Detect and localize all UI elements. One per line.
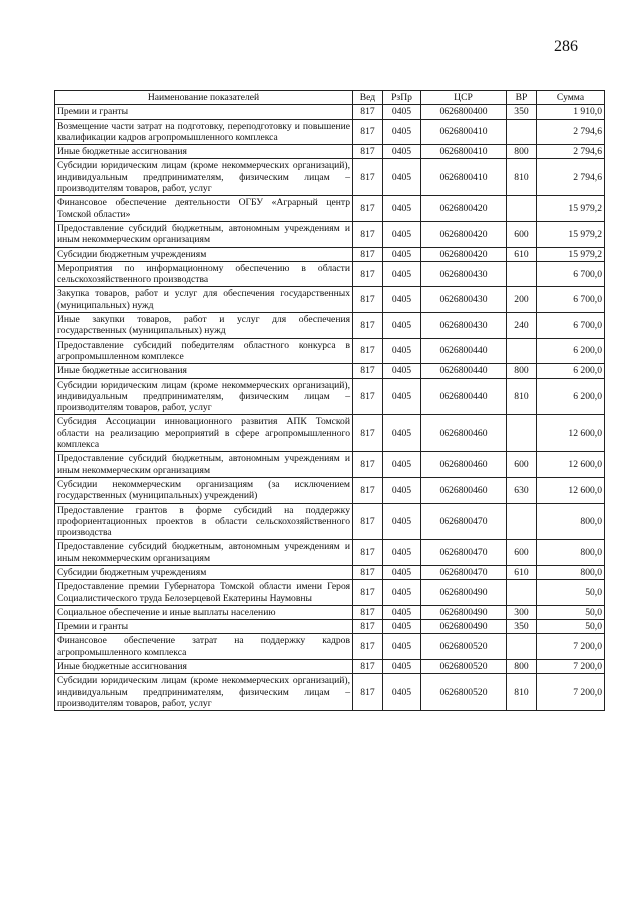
cell-name: Иные бюджетные ассигнования [55,660,353,674]
cell-ved: 817 [353,580,383,606]
cell-sum: 12 600,0 [537,452,605,478]
cell-vr [507,634,537,660]
cell-rzpr: 0405 [383,287,421,313]
cell-vr: 810 [507,378,537,415]
cell-ved: 817 [353,503,383,540]
table-row [55,452,605,478]
cell-name: Закупка товаров, работ и услуг для обеспечения государственных (муниципальных) нужд [55,287,353,313]
cell-name: Финансовое обеспечение затрат на поддержку кадров агропромышленного комплекса [55,634,353,660]
cell-rzpr: 0405 [383,221,421,247]
cell-csr: 0626800490 [421,620,507,634]
cell-rzpr: 0405 [383,674,421,711]
cell-rzpr: 0405 [383,620,421,634]
table-row [55,105,605,119]
cell-csr: 0626800520 [421,674,507,711]
table-row [55,503,605,540]
cell-sum: 6 200,0 [537,364,605,378]
cell-ved: 817 [353,660,383,674]
cell-rzpr: 0405 [383,119,421,145]
cell-ved: 817 [353,313,383,339]
cell-ved: 817 [353,565,383,579]
cell-ved: 817 [353,477,383,503]
cell-name: Предоставление субсидий бюджетным, автономным учреждениям и иным некоммерческим организациям [55,221,353,247]
cell-sum: 800,0 [537,540,605,566]
cell-name: Субсидия Ассоциации инновационного развития АПК Томской области на реализацию мероприятий в сфере агропромышленного комплекса [55,415,353,452]
cell-vr: 200 [507,287,537,313]
cell-sum: 15 979,2 [537,196,605,222]
cell-sum: 7 200,0 [537,660,605,674]
table-row [55,565,605,579]
cell-ved: 817 [353,119,383,145]
cell-sum: 800,0 [537,565,605,579]
table-row [55,660,605,674]
cell-sum: 6 200,0 [537,378,605,415]
table-row [55,540,605,566]
cell-csr: 0626800440 [421,378,507,415]
header-sum: Сумма [537,91,605,105]
cell-sum: 7 200,0 [537,634,605,660]
page-number: 286 [554,38,578,55]
cell-rzpr: 0405 [383,145,421,159]
cell-ved: 817 [353,364,383,378]
cell-rzpr: 0405 [383,503,421,540]
cell-name: Субсидии бюджетным учреждениям [55,565,353,579]
cell-vr: 600 [507,452,537,478]
cell-csr: 0626800460 [421,415,507,452]
table-row [55,415,605,452]
cell-rzpr: 0405 [383,313,421,339]
cell-ved: 817 [353,338,383,364]
cell-sum: 6 200,0 [537,338,605,364]
cell-sum: 2 794,6 [537,145,605,159]
cell-name: Социальное обеспечение и иные выплаты населению [55,605,353,619]
cell-name: Предоставление субсидий бюджетным, автономным учреждениям и иным некоммерческим организациям [55,540,353,566]
cell-ved: 817 [353,261,383,287]
table-row [55,196,605,222]
cell-sum: 15 979,2 [537,221,605,247]
cell-name: Субсидии юридическим лицам (кроме некоммерческих организаций), индивидуальным предпринимателям, физическим лицам – производителям товаров, работ, услуг [55,378,353,415]
cell-vr: 810 [507,159,537,196]
cell-csr: 0626800410 [421,159,507,196]
cell-vr: 800 [507,364,537,378]
cell-name: Субсидии бюджетным учреждениям [55,247,353,261]
cell-vr [507,196,537,222]
cell-vr: 300 [507,605,537,619]
cell-sum: 15 979,2 [537,247,605,261]
cell-ved: 817 [353,221,383,247]
cell-csr: 0626800490 [421,580,507,606]
table-row [55,145,605,159]
cell-ved: 817 [353,540,383,566]
table-row [55,247,605,261]
cell-vr: 800 [507,660,537,674]
header-rzpr: РзПр [383,91,421,105]
header-csr: ЦСР [421,91,507,105]
cell-rzpr: 0405 [383,261,421,287]
table-body [55,105,605,711]
cell-sum: 800,0 [537,503,605,540]
cell-name: Финансовое обеспечение деятельности ОГБУ «Аграрный центр Томской области» [55,196,353,222]
cell-sum: 50,0 [537,620,605,634]
cell-csr: 0626800470 [421,503,507,540]
cell-vr: 810 [507,674,537,711]
cell-csr: 0626800400 [421,105,507,119]
table-row [55,634,605,660]
cell-rzpr: 0405 [383,580,421,606]
cell-vr [507,415,537,452]
cell-name: Иные закупки товаров, работ и услуг для обеспечения государственных (муниципальных) нужд [55,313,353,339]
cell-rzpr: 0405 [383,565,421,579]
cell-vr: 800 [507,145,537,159]
cell-ved: 817 [353,159,383,196]
cell-vr [507,580,537,606]
table-row [55,313,605,339]
cell-name: Предоставление премии Губернатора Томской области имени Героя Социалистического труда Белозерцевой Екатерины Наумовны [55,580,353,606]
cell-sum: 7 200,0 [537,674,605,711]
cell-sum: 2 794,6 [537,159,605,196]
cell-vr [507,338,537,364]
cell-csr: 0626800420 [421,221,507,247]
cell-rzpr: 0405 [383,105,421,119]
table-row [55,477,605,503]
cell-csr: 0626800490 [421,605,507,619]
cell-vr: 630 [507,477,537,503]
cell-sum: 6 700,0 [537,313,605,339]
cell-ved: 817 [353,605,383,619]
table-row [55,287,605,313]
cell-name: Премии и гранты [55,105,353,119]
cell-vr: 240 [507,313,537,339]
cell-vr [507,503,537,540]
cell-csr: 0626800440 [421,338,507,364]
cell-ved: 817 [353,378,383,415]
cell-name: Субсидии юридическим лицам (кроме некоммерческих организаций), индивидуальным предпринимателям, физическим лицам – производителям товаров, работ, услуг [55,674,353,711]
table-row [55,605,605,619]
cell-vr [507,119,537,145]
cell-name: Предоставление грантов в форме субсидий на поддержку профориентационных проектов в области сельскохозяйственного производства [55,503,353,540]
cell-csr: 0626800430 [421,287,507,313]
cell-vr: 600 [507,540,537,566]
cell-rzpr: 0405 [383,415,421,452]
cell-ved: 817 [353,452,383,478]
cell-csr: 0626800410 [421,119,507,145]
cell-sum: 50,0 [537,580,605,606]
cell-name: Возмещение части затрат на подготовку, переподготовку и повышение квалификации кадров агропромышленного комплекса [55,119,353,145]
table-row [55,580,605,606]
cell-csr: 0626800520 [421,634,507,660]
budget-table [54,90,605,711]
cell-sum: 12 600,0 [537,477,605,503]
cell-ved: 817 [353,247,383,261]
cell-vr: 600 [507,221,537,247]
cell-ved: 817 [353,674,383,711]
cell-csr: 0626800410 [421,145,507,159]
table-row [55,620,605,634]
cell-name: Предоставление субсидий бюджетным, автономным учреждениям и иным некоммерческим организациям [55,452,353,478]
cell-vr: 350 [507,620,537,634]
cell-rzpr: 0405 [383,364,421,378]
cell-ved: 817 [353,105,383,119]
cell-csr: 0626800420 [421,247,507,261]
cell-vr: 350 [507,105,537,119]
table-row [55,261,605,287]
cell-ved: 817 [353,634,383,660]
cell-csr: 0626800470 [421,540,507,566]
cell-ved: 817 [353,196,383,222]
cell-csr: 0626800440 [421,364,507,378]
cell-rzpr: 0405 [383,477,421,503]
cell-sum: 12 600,0 [537,415,605,452]
cell-name: Субсидии некоммерческим организациям (за исключением государственных (муниципальных) учреждений) [55,477,353,503]
cell-name: Премии и гранты [55,620,353,634]
cell-name: Предоставление субсидий победителям областного конкурса в агропромышленном комплексе [55,338,353,364]
cell-sum: 6 700,0 [537,287,605,313]
cell-name: Субсидии юридическим лицам (кроме некоммерческих организаций), индивидуальным предпринимателям, физическим лицам – производителям товаров, работ, услуг [55,159,353,196]
cell-ved: 817 [353,415,383,452]
cell-rzpr: 0405 [383,540,421,566]
cell-rzpr: 0405 [383,378,421,415]
cell-csr: 0626800470 [421,565,507,579]
table-row [55,119,605,145]
cell-name: Мероприятия по информационному обеспечению в области сельскохозяйственного производства [55,261,353,287]
cell-rzpr: 0405 [383,605,421,619]
table-row [55,378,605,415]
table-row [55,338,605,364]
cell-csr: 0626800430 [421,313,507,339]
cell-csr: 0626800520 [421,660,507,674]
cell-ved: 817 [353,145,383,159]
cell-name: Иные бюджетные ассигнования [55,145,353,159]
cell-rzpr: 0405 [383,159,421,196]
header-ved: Вед [353,91,383,105]
cell-rzpr: 0405 [383,634,421,660]
cell-csr: 0626800420 [421,196,507,222]
cell-rzpr: 0405 [383,660,421,674]
table-header-row [55,91,605,105]
cell-vr: 610 [507,565,537,579]
cell-name: Иные бюджетные ассигнования [55,364,353,378]
table-row [55,674,605,711]
cell-ved: 817 [353,287,383,313]
table-row [55,364,605,378]
cell-csr: 0626800460 [421,477,507,503]
cell-sum: 50,0 [537,605,605,619]
cell-vr [507,261,537,287]
cell-rzpr: 0405 [383,196,421,222]
header-name: Наименование показателей [55,91,353,105]
header-vr: ВР [507,91,537,105]
table-row [55,221,605,247]
cell-sum: 6 700,0 [537,261,605,287]
cell-ved: 817 [353,620,383,634]
table-row [55,159,605,196]
cell-rzpr: 0405 [383,247,421,261]
cell-rzpr: 0405 [383,338,421,364]
cell-csr: 0626800430 [421,261,507,287]
cell-sum: 1 910,0 [537,105,605,119]
cell-sum: 2 794,6 [537,119,605,145]
cell-rzpr: 0405 [383,452,421,478]
cell-vr: 610 [507,247,537,261]
cell-csr: 0626800460 [421,452,507,478]
